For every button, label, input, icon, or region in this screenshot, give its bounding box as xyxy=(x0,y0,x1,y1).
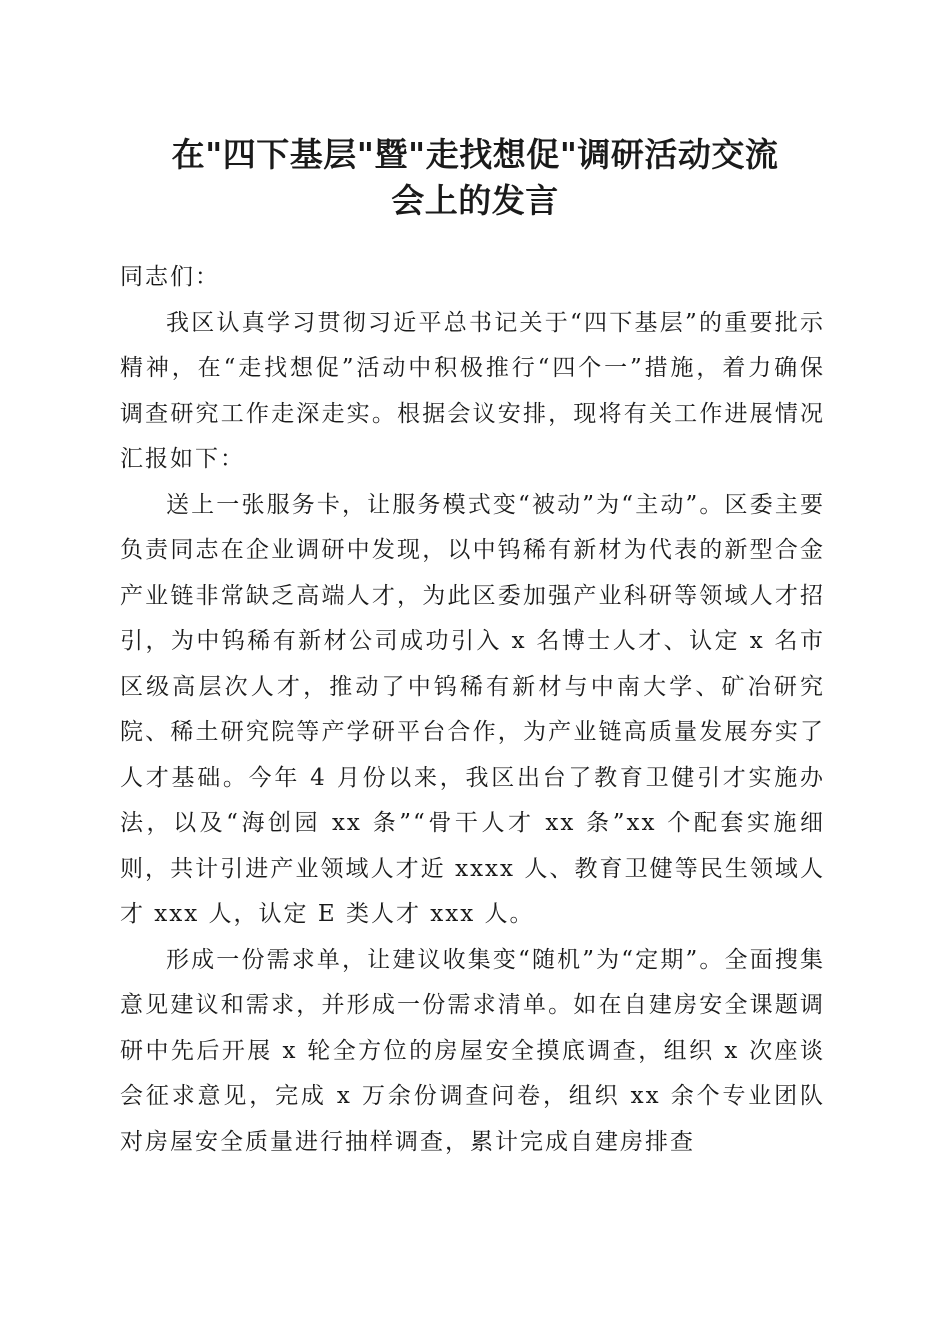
document-title xyxy=(100,132,850,224)
document-body xyxy=(120,255,825,1165)
salutation: 同志们： xyxy=(120,264,220,290)
paragraph-demand-list: 形成一份需求单，让建议收集变“随机”为“定期”。全面搜集意见建议和需求，并形成一份需求清单。如在自建房安全课题调研中先后开展 x 轮全方位的房屋安全摸底调查，组织 x 次座谈会征求意见，完成 x 万余份调查问卷，组织 xx 余个专业团队对房屋安全质量进行抽样调查，累计完成自建房排查 xyxy=(120,946,825,1155)
paragraph-intro: 我区认真学习贯彻习近平总书记关于“四下基层”的重要批示精神，在“走找想促”活动中积极推行“四个一”措施，着力确保调查研究工作走深走实。根据会议安排，现将有关工作进展情况汇报如下： xyxy=(120,309,825,472)
title-line-2: 会上的发言 xyxy=(391,181,559,220)
title-line-1: 在"四下基层"暨"走找想促"调研活动交流 xyxy=(171,135,779,174)
paragraph-service-card: 送上一张服务卡，让服务模式变“被动”为“主动”。区委主要负责同志在企业调研中发现，以中钨稀有新材为代表的新型合金产业链非常缺乏高端人才，为此区委加强产业科研等领域人才招引，为中钨稀有新材公司成功引入 x 名博士人才、认定 x 名市区级高层次人才，推动了中钨稀有新材与中南大学、矿冶研究院、稀土研究院等产学研平台合作，为产业链高质量发展夯实了人才基础。今年 4 月份以来，我区出台了教育卫健引才实施办法，以及“海创园 xx 条”“骨干人才 xx 条”xx 个配套实施细则，共计引进产业领域人才近 xxxx 人、教育卫健等民生领域人才 xxx 人，认定 E 类人才 xxx 人。 xyxy=(120,491,825,927)
